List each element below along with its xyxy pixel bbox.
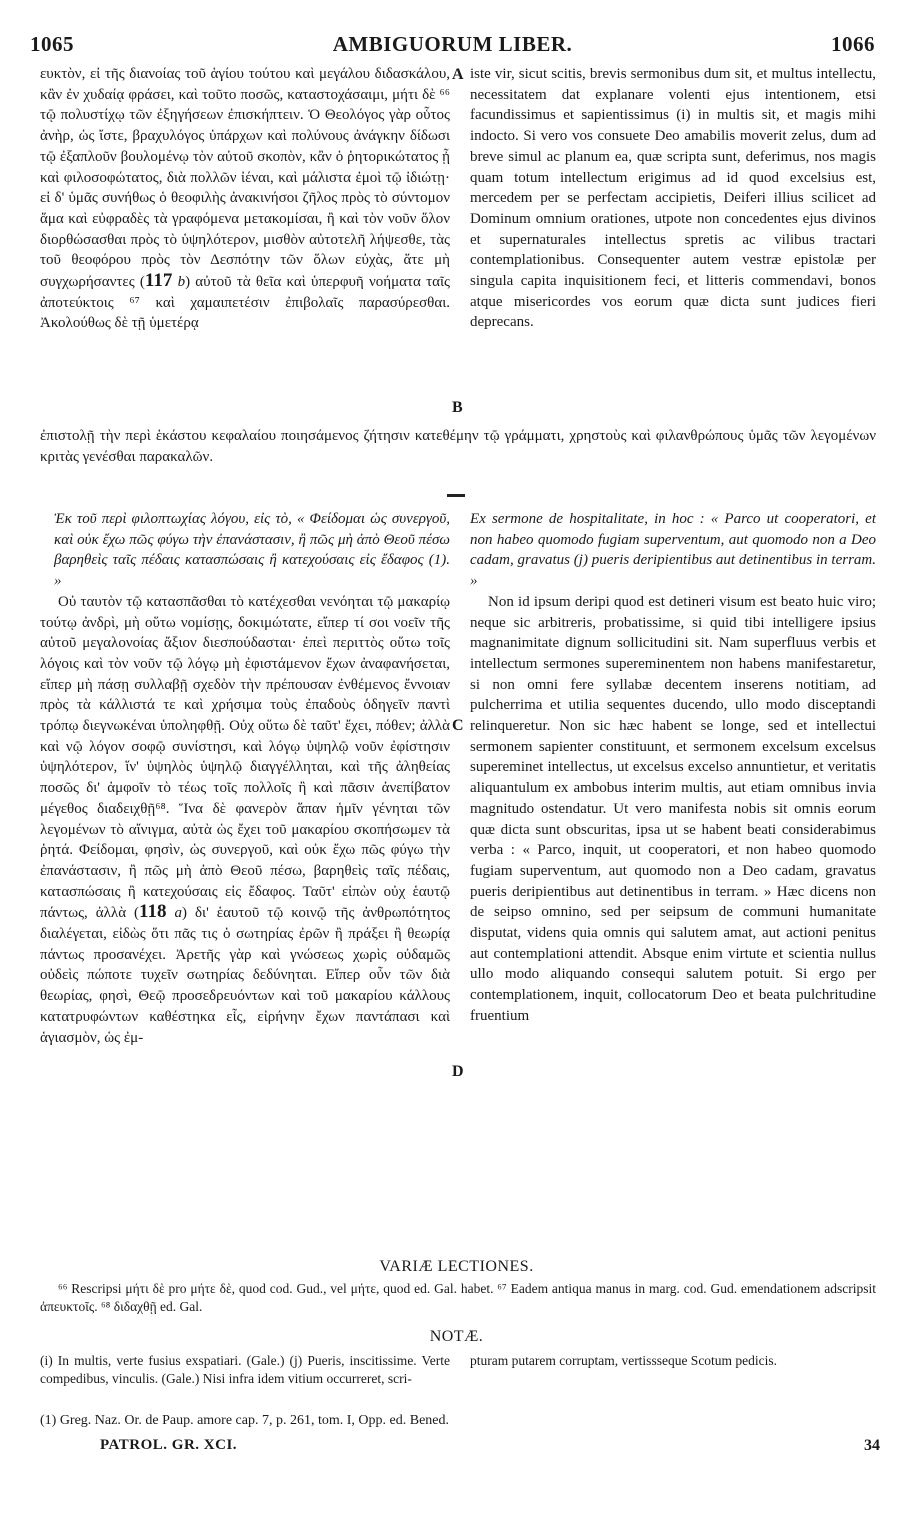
greek-column-main — [40, 509, 450, 1245]
left-page-number: 1065 — [30, 32, 74, 56]
latin-column-top — [470, 64, 876, 422]
running-title: AMBIGUORUM LIBER. — [332, 32, 573, 56]
greek-full-width-line: ἐπιστολῇ τὴν περὶ ἑκάστου κεφαλαίου ποιησάμενος ζήτησιν κατεθέμην τῷ γράμματι, χρηστοὺς καὶ φιλανθρώπους ὑμᾶς τῶν λεγομένων κριτὰς γενέσθαι παρακαλῶν. — [40, 428, 876, 465]
column-marker-117: 117 — [144, 270, 173, 292]
latin-body: Non id ipsum deripi quod est detineri visum est beato huic viro; neque sic arbitreris, probatissime, si quid tibi intelligere ipsius magnanimitate dignum sollicitudini sit. Nam superfluus verbis et intellectum sermones supereminentem non habens manifestaretur, si non omni fere syllabæ decentem inserens notitiam, ad pulcherrima et utilia sequentes ducendo, ullo modo disceptandi relinqueretur. Non sic hæc habent se longe, sed et intellectui sermonem sapienter constituunt, et sermonem excelsum excelsus supereminet intellectus, ut excelsus excelso annuntietur, et veritatis aliquantulum ex ambobus interim multis, aut etiam omnibus invia magnitudo ostendatur. Ut vero manifesta nobis sit omnis eorum quæ dicta sunt obscuritas, ipsa ut se habent beati considerabimus verba : « Parco, inquit, ut cooperatori, et non habeo quomodo fugiam superventum, aut quomodo non a Deo cadam, gravatus pueris deripientibus aut detinentibus in terram. » Hæc dicens non de seipso omnino, sed per seipsum de communi humanitate disputat, videns quia omnis qui salutem amat, aut actioni penitus aut contemplationi attendit. Absque enim virtute et scientia nullus ullo modo aliquando consequi salutem potuit. Si ergo per contemplationem, inquit, collocatorum Deo et beata pulchritudine fruentium — [470, 593, 876, 1024]
signature-mark: PATROL. GR. XCI. — [100, 1437, 238, 1453]
column-marker-118: 118 — [139, 901, 167, 923]
running-header — [30, 32, 875, 62]
latin-section-heading: Ex sermone de hospitalitate, in hoc : « Parco ut cooperatori, et non habeo quomodo fugiam superventum, aut quomodo non a Deo cadam, gravatus (j) pueris deripientibus aut detinentibus in terram. » — [470, 511, 876, 590]
margin-marker-b: B — [452, 399, 463, 416]
variae-lectiones-title: VARIÆ LECTIONES. — [379, 1258, 534, 1275]
latin-paragraph-top: iste vir, sicut scitis, brevis sermonibus dum sit, et multus intellectu, necessitatem dat explanare volenti ejus intentionem, etsi facundissimus et sapientissimus (i) in multis sit, et magis mihi indocto. Si vero vos consuete Deo amabilis moverit zelus, dum ad breve simul ac planum ea, quæ scripta sunt, deferimus, nos magis quam totum intellectum erigimus ad id quod excelsius est, mercedem per se perfectam accipietis, Deiferi illius scilicet ad Dominum omnium orationes, utpote non concedentes ejus divinos et supernaturales intellectus spretis ac vilibus tractari contemplationibus. Consequenter autem vestræ epistolæ per singula capita inquisitionem feci, et litteris commendavi, bonos atque misericordes vos eorum quæ dicta sunt judices fieri deprecans. — [470, 66, 876, 331]
gathering-number: 34 — [864, 1437, 880, 1454]
notae-left: (i) In multis, verte fusius exspatiari. (Gale.) (j) Pueris, inscitissime. Verte compedibus, vinculis. (Gale.) Nisi infra idem vitium occurreret, scri- — [40, 1353, 450, 1386]
section-rule — [447, 494, 465, 497]
margin-marker-d: D — [452, 1063, 464, 1080]
greek-section-heading: Ἐκ τοῦ περὶ φιλοπτωχίας λόγου, εἰς τὸ, « Φείδομαι ὡς συνεργοῦ, καὶ οὐκ ἔχω πῶς φύγω τὴν ἐπανάστασιν, ἢ πῶς μὴ ἀπὸ Θεοῦ πέσω βαρηθεὶς ταῖς πέδαις κατασπώσαις ἢ κατεχούσαις εἰς ἔδαφος (1). » — [54, 511, 450, 590]
notae-title: NOTÆ. — [429, 1328, 484, 1345]
margin-marker-c: C — [452, 717, 464, 734]
footnote: (1) Greg. Naz. Or. de Paup. amore cap. 7, p. 261, tom. I, Opp. ed. Bened. — [40, 1413, 450, 1428]
greek-body: Οὐ ταυτὸν τῷ κατασπᾶσθαι τὸ κατέχεσθαι νενόηται τῷ μακαρίῳ τούτῳ ἀνδρὶ, μὴ οὕτω νομίσῃς, δοκιμώτατε, εἴπερ τί σοι νοεῖν τῆς αὐτοῦ μεγαλονοίας ἄξιον διεσπούδασται· ἐπεὶ περιττὸς οὕτω τοῖς λόγοις καὶ τὸν νοῦν τῷ λόγῳ μὴ ἐφιστάμενον ἔχων ἀναφανήσεται, εἴπερ μὴ πάσῃ συλλαβῇ σχεδὸν τὴν πρέπουσαν ἐνθέμενος ἔννοιαν πρὸς τὰ κάλλιστά τε καὶ χρήσιμα τοὺς ἐπαδοὺς ὁδηγεῖν παντὶ τρόπῳ διεγνωκέναι ὑποληφθῇ. Οὐχ οὕτω δὲ ταῦτ' ἔχει, πόθεν; ἀλλὰ καὶ νῷ λόγον σοφῷ συνίστησι, καὶ λόγῳ ὑψηλῷ νοῦν ἐφίστησιν ὑψηλότερον, ἵν' ὑψηλὸς ὑψηλῷ διαγγέλληται, καὶ τῆς ἀληθείας ποσῶς δι' ἀμφοῖν τὸ τέως τοῖς πολλοῖς ἢ καὶ πᾶσιν ἀνεπίβατον μέγεθος διαδειχθῇ⁶⁸. Ἵνα δὲ φανερὸν ἅπαν ἡμῖν γένηται τῶν λεγομένων τὸ αἴνιγμα, αὐτὰ ὡς ἔχει τοῦ μακαρίου σκοπήσωμεν τὰ ῥητά. Φείδομαι, φησὶν, ὡς συνεργοῦ, καὶ οὐκ ἔχω πῶς φύγω τὴν ἐπανάστασιν, ἢ πῶς μὴ ἀπὸ Θεοῦ πέσω, βαρηθεὶς ταῖς πέδαις, κατασπώσαις ἢ κατεχούσαις εἰς ἔδαφος. Ταῦτ' εἰπὼν οὐχ ἑαυτῷ πάντως, ἀλλὰ (118 a) δι' ἑαυτοῦ τῷ κοινῷ τῆς ἀνθρωπότητος διαλέγεται, εἰδὼς ὅτι πᾶς τις ὁ σωτηρίας ἐρῶν ἢ πράξει ἢ θεωρίᾳ πάντως προσανέχει. Ἀρετῆς γὰρ καὶ γνώσεως χωρὶς οὐδαμῶς οὐδεὶς πώποτε τυχεῖν σωτηρίας δεδύνηται. Εἴπερ οὖν τῶν διὰ θεωρίας, φησὶ, Θεῷ προσεδρευόντων καὶ τοῦ μακαρίου κάλλους κατατρυφώντων καθέστηκα εἷς, εἰρήνην ἔχων παντάπασι καὶ ἁγιασμὸν, ὡς ἐμ- — [40, 593, 450, 1046]
latin-column-main — [470, 509, 876, 1245]
greek-column-top — [40, 64, 450, 422]
greek-paragraph-top: ευκτὸν, εἰ τῆς διανοίας τοῦ ἁγίου τούτου καὶ μεγάλου διδασκάλου, κἂν ἐν χυδαίᾳ φράσει, καὶ τοῦτο ποσῶς, καταστοχάσαιμι, μήτι δὲ ⁶⁶ τῷ πολυστίχῳ τῶν ἐξηγήσεων ἐπισκήπτειν. Ὁ Θεολόγος γὰρ οὗτος ἀνὴρ, ὡς ἴστε, βραχυλόγος ὑπάρχων καὶ πολύνους ἀνάγκην δίδωσι τῷ ἐξαπλοῦν βουλομένῳ τὸν αὐτοῦ σκοπὸν, κἂν ὁ ῥητορικώτατος ᾖ καὶ φιλοσοφώτατος, διὰ πολλῶν ἰέναι, καὶ μάλιστα ἐμοὶ τῷ ἰδιώτῃ· εἰ δ' ὑμᾶς συνήθως ὁ θεοφιλὴς ἀνακινήσοι ζῆλος πρὸς τὸ σύντομον ἅμα καὶ εὐφραδὲς τὰ γραφόμενα μετακομίσαι, ἢ καὶ τὸν νοῦν ὅλον διορθώσασθαι πρὸς τὸ ὑψηλότερον, μισθὸν αὐτοτελῆ λήψεσθε, τὰς τοῦ θεοφόρου πρὸς τὸν Δεσπότην τῶν ὅλων εὐχὰς, ἅτε μὴ συγχωρήσαντες (117 b) αὐτοῦ τὰ θεῖα καὶ ὑπερφυῆ νοήματα ταῖς ἀποτεύκτοις ⁶⁷ καὶ χαμαιπετέσιν ἐπιβολαῖς παρασύρεσθαι. Ἀκολούθως δὲ τῇ ὑμετέρᾳ — [40, 66, 450, 332]
variae-lectiones-text: ⁶⁶ Rescripsi μήτι δὲ pro μήτε δὲ, quod cod. Gud., vel μήτε, quod ed. Gal. habet. ⁶⁷ Eadem antiqua manus in marg. cod. Gud. emendationem adscripsit ἀπευκτοῖς. ⁶⁸ διδαχθῇ ed. Gal. — [40, 1281, 876, 1314]
right-page-number: 1066 — [831, 32, 875, 56]
margin-marker-a: A — [452, 66, 464, 83]
notae-right: pturam putarem corruptam, vertissseque Scotum pedicis. — [470, 1353, 778, 1368]
